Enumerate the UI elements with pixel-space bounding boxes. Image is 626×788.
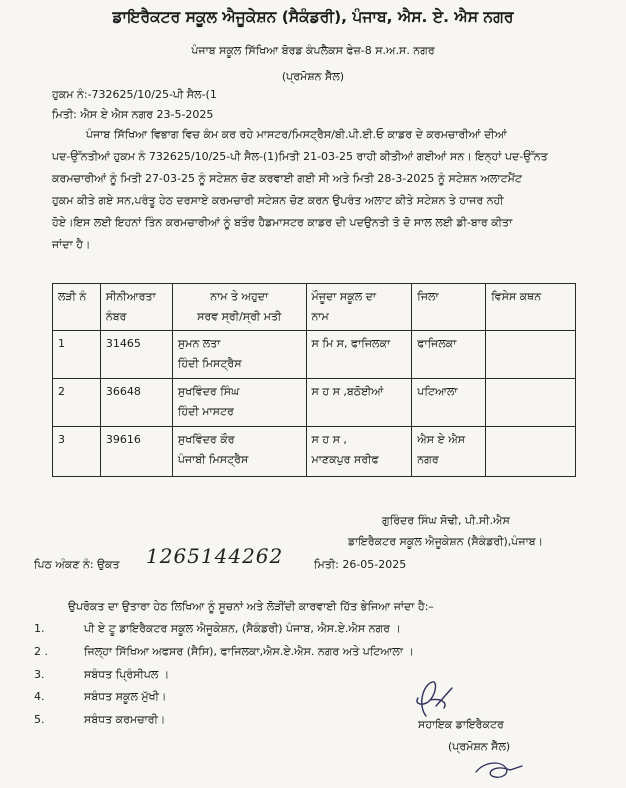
cell-remarks	[486, 331, 576, 379]
col-header-name: ਨਾਮ ਤੇ ਅਹੁਦਾ ਸਰਵ ਸ੍ਰੀ/ਸ੍ਰੀ ਮਤੀ	[172, 284, 306, 331]
cell-name: ਸੁਮਨ ਲਤਾ ਹਿੰਦੀ ਮਿਸਟ੍ਰੈਸ	[172, 331, 306, 379]
letterhead-cell: (ਪ੍ਰਮੋਸ਼ਨ ਸੈੱਲ)	[281, 70, 345, 83]
distribution-num: 5.	[34, 713, 45, 726]
table-header-row	[53, 284, 576, 331]
cell-seniority: 36648	[100, 379, 172, 427]
signature-scribble	[400, 676, 460, 724]
cell-serial: 1	[53, 331, 101, 379]
distribution-num: 3.	[34, 668, 45, 681]
distribution-num: 2 .	[34, 645, 48, 658]
col-header-seniority: ਸੀਨੀਆਰਤਾ ਨੰਬਰ	[100, 284, 172, 331]
cell-seniority: 39616	[100, 427, 172, 477]
distribution-num: 1.	[34, 622, 45, 635]
cell-serial: 2	[53, 379, 101, 427]
cell-remarks	[486, 379, 576, 427]
body-line: ਪੰਜਾਬ ਸਿੱਖਿਆ ਵਿਭਾਗ ਵਿਚ ਕੰਮ ਕਰ ਰਹੇ ਮਾਸਟਰ/ਮਿਸਟ੍ਰੈਸ/ਬੀ.ਪੀ.ਈ.ਓ ਕਾਡਰ ਦੇ ਕਰਮਚਾਰੀਆਂ ਦੀਆਂ	[86, 128, 507, 141]
body-line: ਜਾਂਦਾ ਹੈ।	[52, 238, 91, 251]
table-row	[53, 331, 576, 379]
distribution-item: ਸਬੰਧਤ ਸਕੂਲ ਮੁੱਖੀ।	[84, 690, 167, 703]
assistant-director-cell: (ਪ੍ਰਮੋਸ਼ਨ ਸੈੱਲ)	[448, 740, 511, 753]
assistant-director-designation: ਸਹਾਇਕ ਡਾਇਰੈਕਟਰ	[418, 718, 504, 731]
cell-school: ਸ ਮਿ ਸ, ਫਾਜਿਲਕਾ	[306, 331, 412, 379]
table-row	[53, 427, 576, 477]
order-number: ਹੁਕਮ ਨੰ:-732625/10/25-ਪੀ ਸੈਲ-(1	[52, 88, 217, 101]
distribution-item: ਸਬੰਧਤ ਪ੍ਰਿੰਸੀਪਲ ।	[84, 668, 170, 681]
cell-school: ਸ ਹ ਸ ,ਬਠੋਈਆਂ	[306, 379, 412, 427]
signatory-designation: ਡਾਇਰੈਕਟਰ ਸਕੂਲ ਐਜੂਕੇਸ਼ਨ (ਸੈਕੰਡਰੀ),ਪੰਜਾਬ।	[348, 535, 544, 548]
distribution-num: 4.	[34, 690, 45, 703]
cell-district: ਫਾਜਿਲਕਾ	[412, 331, 486, 379]
distribution-item: ਪੀ ਏ ਟੂ ਡਾਇਰੈਕਟਰ ਸਕੂਲ ਐਜੂਕੇਸ਼ਨ, (ਸੈਕੰਡਰੀ) ਪੰਜਾਬ, ਐਸ.ਏ.ਐਸ ਨਗਰ ।	[84, 622, 401, 635]
signatory-name: ਗੁਰਿੰਦਰ ਸਿੰਘ ਸੋਢੀ, ਪੀ.ਸੀ.ਐਸ	[382, 514, 510, 527]
col-header-remarks: ਵਿਸੇਸ ਕਥਨ	[486, 284, 576, 331]
distribution-item: ਸਬੰਧਤ ਕਰਮਚਾਰੀ।	[84, 713, 166, 726]
initials-scribble	[470, 756, 526, 784]
letterhead-address: ਪੰਜਾਬ ਸਕੂਲ ਸਿੱਖਿਆ ਬੋਰਡ ਕੰਪਲੈਕਸ ਫੇਜ਼-8 ਸ.ਅ.ਸ. ਨਗਰ	[191, 44, 435, 57]
col-header-district: ਜਿਲਾ	[412, 284, 486, 331]
letterhead-title: ਡਾਇਰੈਕਟਰ ਸਕੂਲ ਐਜੂਕੇਸ਼ਨ (ਸੈਕੰਡਰੀ), ਪੰਜਾਬ, ਐਸ. ਏ. ਐਸ ਨਗਰ	[112, 8, 514, 26]
cell-seniority: 31465	[100, 331, 172, 379]
cell-district: ਐਸ ਏ ਐਸ ਨਗਰ	[412, 427, 486, 477]
debarred-employees-table	[52, 283, 576, 477]
endorsement-date: ਮਿਤੀ: 26-05-2025	[314, 558, 407, 571]
body-line: ਹੁਕਮ ਕੀਤੇ ਗਏ ਸਨ,ਪਰੰਤੂ ਹੇਠ ਦਰਸਾਏ ਕਰਮਚਾਰੀ ਸਟੇਸ਼ਨ ਚੋਣ ਕਰਨ ਉਪਰੰਤ ਅਲਾਟ ਕੀਤੇ ਸਟੇਸ਼ਨ ਤੇ ਹਾਜਰ ਨਹੀ	[52, 194, 504, 207]
distribution-item: ਜਿਲ੍ਹਾ ਸਿੱਖਿਆ ਅਫਸਰ (ਸੈਸਿ), ਫਾਜਿਲਕਾ,ਐਸ.ਏ.ਐਸ. ਨਗਰ ਅਤੇ ਪਟਿਆਲਾ ।	[84, 645, 414, 658]
cell-remarks	[486, 427, 576, 477]
col-header-serial: ਲੜੀ ਨੰ	[53, 284, 101, 331]
endorsement-label: ਪਿਠ ਅੰਕਣ ਨੰ: ਉਕਤ	[34, 558, 120, 571]
cell-serial: 3	[53, 427, 101, 477]
handwritten-endorsement-number: 1265144262	[146, 544, 284, 568]
cell-name: ਸੁਖਵਿੰਦਰ ਕੌਰ ਪੰਜਾਬੀ ਮਿਸਟ੍ਰੈਸ	[172, 427, 306, 477]
cell-district: ਪਟਿਆਲਾ	[412, 379, 486, 427]
endorsement-intro: ਉਪਰੋਕਤ ਦਾ ਉਤਾਰਾ ਹੇਠ ਲਿਖਿਆ ਨੂੰ ਸੂਚਨਾਂ ਅਤੇ ਲੋੜੀਂਦੀ ਕਾਰਵਾਈ ਹਿੱਤ ਭੇਜਿਆ ਜਾਂਦਾ ਹੈ:–	[68, 600, 434, 613]
body-line: ਹੋਏ।ਇਸ ਲਈ ਇਹਨਾਂ ਤਿੰਨ ਕਰਮਚਾਰੀਆਂ ਨੂੰ ਬਤੌਰ ਹੈਡਮਾਸਟਰ ਕਾਡਰ ਦੀ ਪਦਉਨਤੀ ਤੋ ਦੋ ਸਾਲ ਲਈ ਡੀ-ਬਾਰ ਕੀਤਾ	[52, 216, 513, 229]
table-row	[53, 379, 576, 427]
col-header-school: ਮੌਜੂਦਾ ਸਕੂਲ ਦਾ ਨਾਮ	[306, 284, 412, 331]
cell-school: ਸ ਹ ਸ , ਮਾਣਕਪੁਰ ਸਰੀਫ	[306, 427, 412, 477]
order-date: ਮਿਤੀ: ਐਸ ਏ ਐਸ ਨਗਰ 23-5-2025	[52, 108, 214, 121]
cell-name: ਸੁਖਵਿੰਦਰ ਸਿੰਘ ਹਿੰਦੀ ਮਾਸਟਰ	[172, 379, 306, 427]
body-line: ਕਰਮਚਾਰੀਆਂ ਨੂੰ ਮਿਤੀ 27-03-25 ਨੂੰ ਸਟੇਸ਼ਨ ਚੋਣ ਕਰਵਾਈ ਗਈ ਸੀ ਅਤੇ ਮਿਤੀ 28-3-2025 ਨੂੰ ਸਟੇਸ਼ਨ ਅਲਾਟਮੈਂਟ	[52, 172, 522, 185]
body-line: ਪਦ-ਉੱਨਤੀਆਂ ਹੁਕਮ ਨੰ 732625/10/25-ਪੀ ਸੈਲ-(1)ਮਿਤੀ 21-03-25 ਰਾਹੀ ਕੀਤੀਆਂ ਗਈਆਂ ਸਨ। ਇਨ੍ਹਾਂ ਪਦ-ਉੱਨਤ	[52, 150, 548, 163]
